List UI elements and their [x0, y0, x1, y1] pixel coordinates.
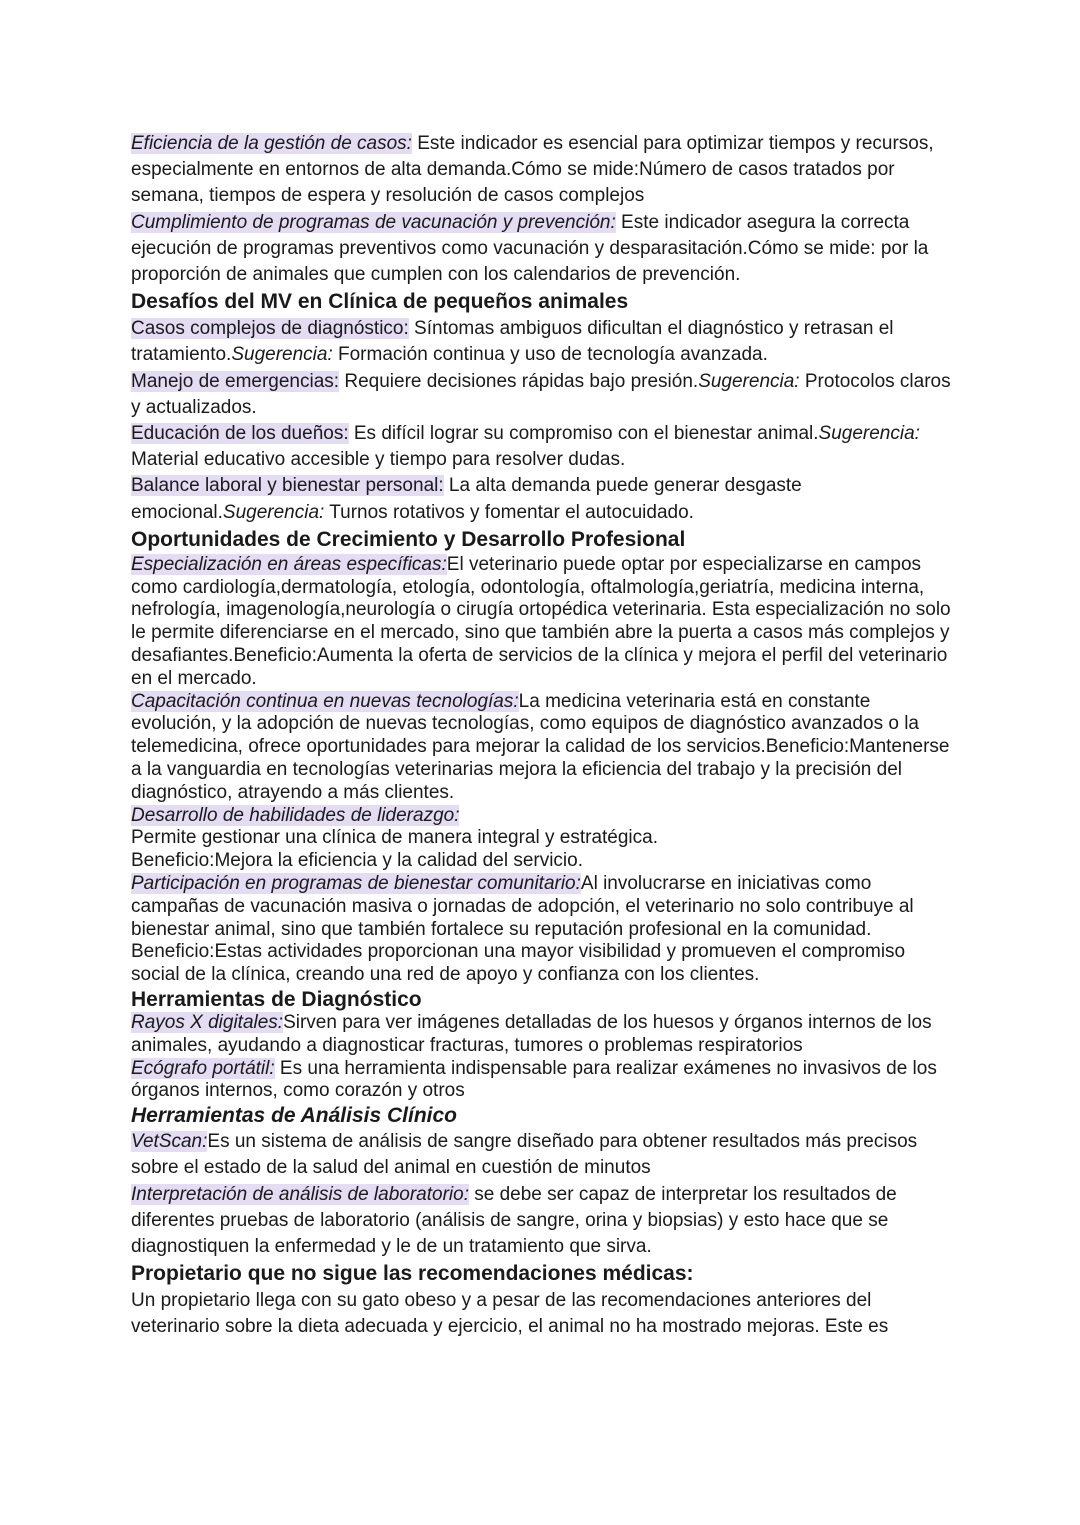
opportunity-text: El veterinario puede optar por especializarse en campos como cardiología,dermatología, etología, odontología, oftalmología,geriatría, medicina interna, nefrología, imagenología,neurología o cirugía ortopédica veterinaria. Esta especialización no solo le permite diferenciarse en el mercado, sino que también abre la puerta a casos más complejos y desafiantes.Beneficio:Aumenta la oferta de servicios de la clínica y mejora el perfil del veterinario en el mercado. — [131, 553, 951, 689]
owner-case-heading: Propietario que no sigue las recomendaciones médicas: — [131, 1262, 694, 1286]
suggestion-text: Protocolos claros y actualizados. — [131, 370, 951, 418]
opportunity-label: Participación en programas de bienestar comunitario: — [131, 873, 581, 894]
opportunity-text: Permite gestionar una clínica de manera integral y estratégica. — [131, 827, 658, 849]
challenge-label: Casos complejos de diagnóstico: — [131, 318, 409, 340]
challenge-text: La alta demanda puede generar desgaste emocional. — [131, 475, 802, 523]
suggestion-text: Material educativo accesible y tiempo para resolver dudas. — [131, 449, 626, 471]
challenge-item — [131, 316, 951, 368]
indicator-label: Eficiencia de la gestión de casos: — [131, 133, 412, 154]
tool-label: VetScan: — [131, 1131, 208, 1153]
indicator-text: Este indicador asegura la correcta ejecución de programas preventivos como vacunación y desparasitación.Cómo se mide: por la proporción de animales que cumplen con los calendarios de prevención. — [131, 211, 929, 286]
tool-text: Es un sistema de análisis de sangre diseñado para obtener resultados más precisos sobre el estado de la salud del animal en cuestión de minutos — [131, 1131, 918, 1179]
tool-label: Rayos X digitales: — [131, 1011, 284, 1033]
opportunity-benefit: Beneficio:Mejora la eficiencia y la calidad del servicio. — [131, 850, 584, 872]
indicator-vaccination — [131, 210, 951, 289]
opportunity-label: Capacitación continua en nuevas tecnologías: — [131, 690, 519, 712]
tool-text: se debe ser capaz de interpretar los resultados de diferentes pruebas de laboratorio (análisis de sangre, orina y biopsias) y esto hace que se diagnostiquen la enfermedad y le de un tratamiento que sirva. — [131, 1183, 897, 1257]
indicator-text: Este indicador es esencial para optimizar tiempos y recursos, especialmente en entornos de alta demanda.Cómo se mide:Número de casos tratados por semana, tiempos de espera y resolución de casos complejos — [131, 133, 934, 207]
opportunity-item — [131, 691, 951, 805]
opportunity-item — [131, 873, 951, 987]
opportunity-label: Especialización en áreas específicas: — [131, 553, 447, 575]
clinical-tool-item — [131, 1182, 951, 1261]
clinical-tools-heading: Herramientas de Análisis Clínico — [131, 1104, 458, 1128]
tool-label: Interpretación de análisis de laboratorio: — [131, 1183, 469, 1205]
suggestion-label: Sugerencia: — [222, 501, 325, 523]
opportunity-item — [131, 554, 951, 691]
challenge-item — [131, 473, 951, 525]
document-page — [131, 131, 951, 1341]
suggestion-label: Sugerencia: — [698, 370, 800, 392]
opportunities-heading: Oportunidades de Crecimiento y Desarrollo Profesional — [131, 527, 686, 551]
opportunity-text: Al involucrarse en iniciativas como campañas de vacunación masiva o jornadas de adopción, el veterinario no solo contribuye al bienestar animal, sino que también fortalece su reputación profesional en la comunidad. Beneficio:Estas actividades proporcionan una mayor visibilidad y promueven el compromiso social de la clínica, creando una red de apoyo y confianza con los clientes. — [131, 873, 914, 986]
diagnostic-tool-item — [131, 1012, 951, 1058]
suggestion-text: Turnos rotativos y fomentar el autocuidado. — [324, 501, 694, 523]
opportunity-text: La medicina veterinaria está en constante evolución, y la adopción de nuevas tecnologías, como equipos de diagnóstico avanzados o la telemedicina, ofrece oportunidades para mejorar la calidad de los servicios.Beneficio:Mantenerse a la vanguardia en tecnologías veterinarias mejora la eficiencia del trabajo y la precisión del diagnóstico, atrayendo a más clientes. — [131, 690, 950, 803]
indicator-label: Cumplimiento de programas de vacunación y prevención: — [131, 211, 616, 233]
indicator-case-efficiency — [131, 131, 951, 210]
challenge-item — [131, 421, 951, 473]
suggestion-text: Formación continua y uso de tecnología avanzada. — [332, 344, 768, 366]
challenge-label: Balance laboral y bienestar personal: — [131, 475, 444, 497]
clinical-tool-item — [131, 1129, 951, 1181]
opportunity-label: Desarrollo de habilidades de liderazgo: — [131, 804, 460, 826]
challenge-label: Manejo de emergencias: — [131, 370, 340, 392]
diagnostic-tool-item — [131, 1058, 951, 1104]
diagnostic-tools-heading: Herramientas de Diagnóstico — [131, 987, 422, 1011]
challenge-label: Educación de los dueños: — [131, 423, 349, 445]
suggestion-label: Sugerencia: — [818, 423, 920, 445]
challenge-text: Síntomas ambiguos dificultan el diagnóstico y retrasan el tratamiento. — [131, 318, 894, 366]
opportunity-item — [131, 805, 951, 873]
tool-text: Es una herramienta indispensable para realizar exámenes no invasivos de los órganos internos, como corazón y otros — [131, 1057, 937, 1102]
suggestion-label: Sugerencia: — [231, 344, 333, 366]
tool-text: Sirven para ver imágenes detalladas de los huesos y órganos internos de los animales, ayudando a diagnosticar fracturas, tumores o problemas respiratorios — [131, 1011, 932, 1056]
owner-case-text: Un propietario llega con su gato obeso y a pesar de las recomendaciones anteriores del veterinario sobre la dieta adecuada y ejercicio, el animal no ha mostrado mejoras. Este es — [131, 1290, 889, 1338]
challenge-text: Requiere decisiones rápidas bajo presión. — [339, 370, 699, 392]
challenge-item — [131, 369, 951, 421]
tool-label: Ecógrafo portátil: — [131, 1057, 275, 1079]
challenge-text: Es difícil lograr su compromiso con el bienestar animal. — [348, 423, 819, 445]
challenges-heading: Desafíos del MV en Clínica de pequeños animales — [131, 290, 629, 314]
